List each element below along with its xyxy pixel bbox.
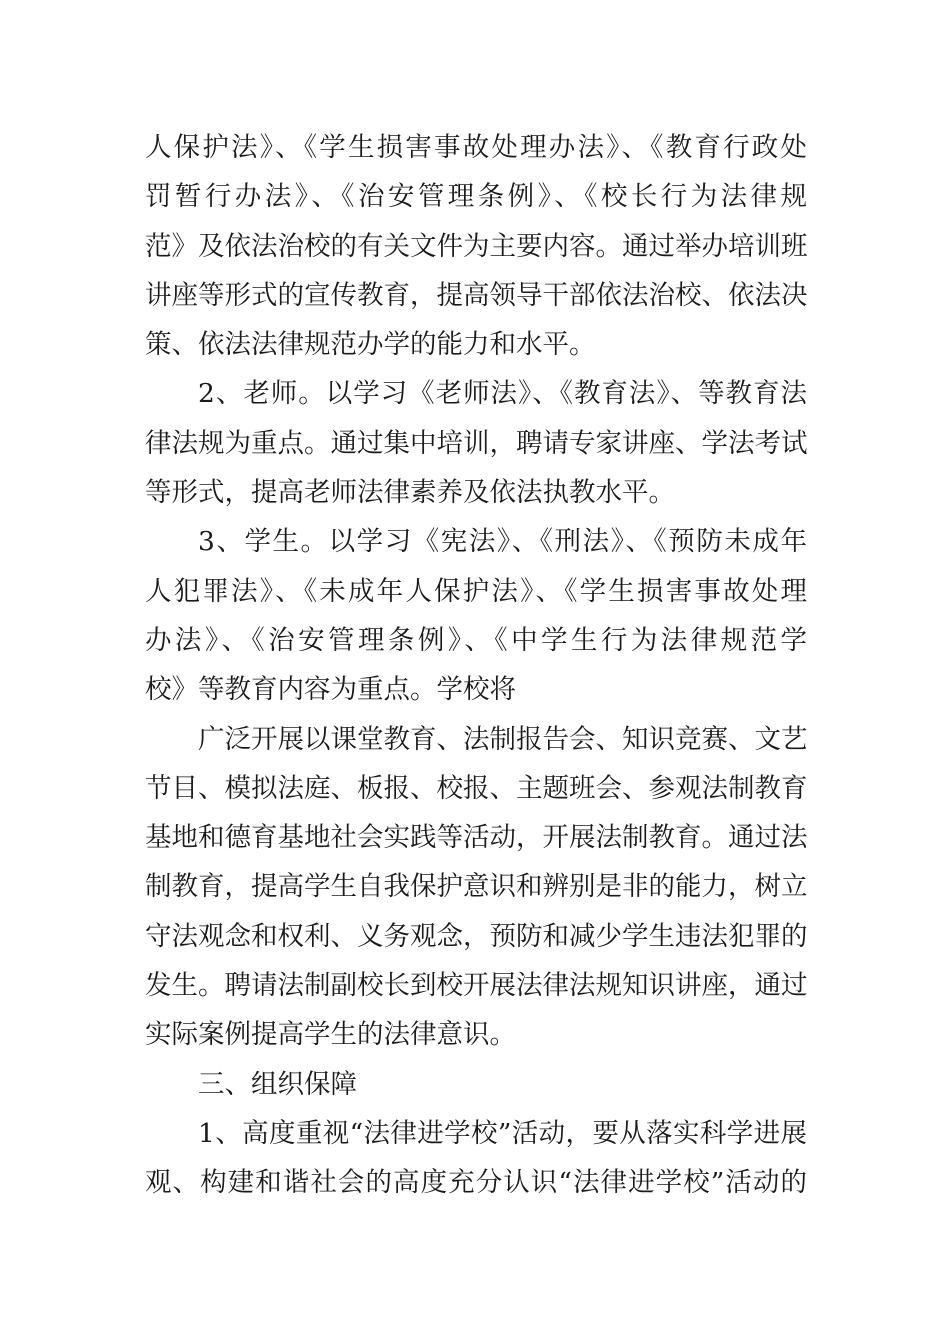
text-line: 守法观念和权利、义务观念，预防和减少学生违法犯罪的 <box>145 920 807 952</box>
text-line: 策、依法法律规范办学的能力和水平。 <box>145 329 596 361</box>
text-line: 发生。聘请法制副校长到校开展法律法规知识讲座，通过 <box>145 970 807 1002</box>
text-line: 人犯罪法》、《未成年人保护法》、《学生损害事故处理 <box>145 575 807 607</box>
text-line: 讲座等形式的宣传教育，提高领导干部依法治校、依法决 <box>145 279 807 311</box>
text-line: 律法规为重点。通过集中培训，聘请专家讲座、学法考试 <box>145 427 807 459</box>
text-line: 实际案例提高学生的法律意识。 <box>145 1019 516 1051</box>
text-line: 办法》、《治安管理条例》、《中学生行为法律规范学 <box>145 624 807 656</box>
text-line: 2、老师。以学习《老师法》、《教育法》、等教育法 <box>198 378 807 410</box>
text-line: 3、学生。以学习《宪法》、《刑法》、《预防未成年 <box>198 526 807 558</box>
section-heading: 三、组织保障 <box>198 1068 357 1100</box>
body-text <box>145 123 807 1208</box>
text-line: 制教育，提高学生自我保护意识和辨别是非的能力，树立 <box>145 871 807 903</box>
text-line: 节目、模拟法庭、板报、校报、主题班会、参观法制教育 <box>145 772 807 804</box>
text-line: 校》等教育内容为重点。学校将 <box>145 674 516 706</box>
text-line: 人保护法》、《学生损害事故处理办法》、《教育行政处 <box>145 132 807 163</box>
text-line: 等形式，提高老师法律素养及依法执教水平。 <box>145 477 675 509</box>
text-line: 广泛开展以课堂教育、法制报告会、知识竞赛、文艺 <box>198 723 807 755</box>
text-line: 范》及依法治校的有关文件为主要内容。通过举办培训班 <box>145 230 807 262</box>
text-line: 1、高度重视“法律进学校”活动，要从落实科学进展 <box>198 1117 807 1149</box>
text-line: 基地和德育基地社会实践等活动，开展法制教育。通过法 <box>145 822 807 854</box>
text-line: 观、构建和谐社会的高度充分认识“法律进学校”活动的 <box>145 1167 807 1199</box>
text-line: 罚暂行办法》、《治安管理条例》、《校长行为法律规 <box>145 181 807 213</box>
